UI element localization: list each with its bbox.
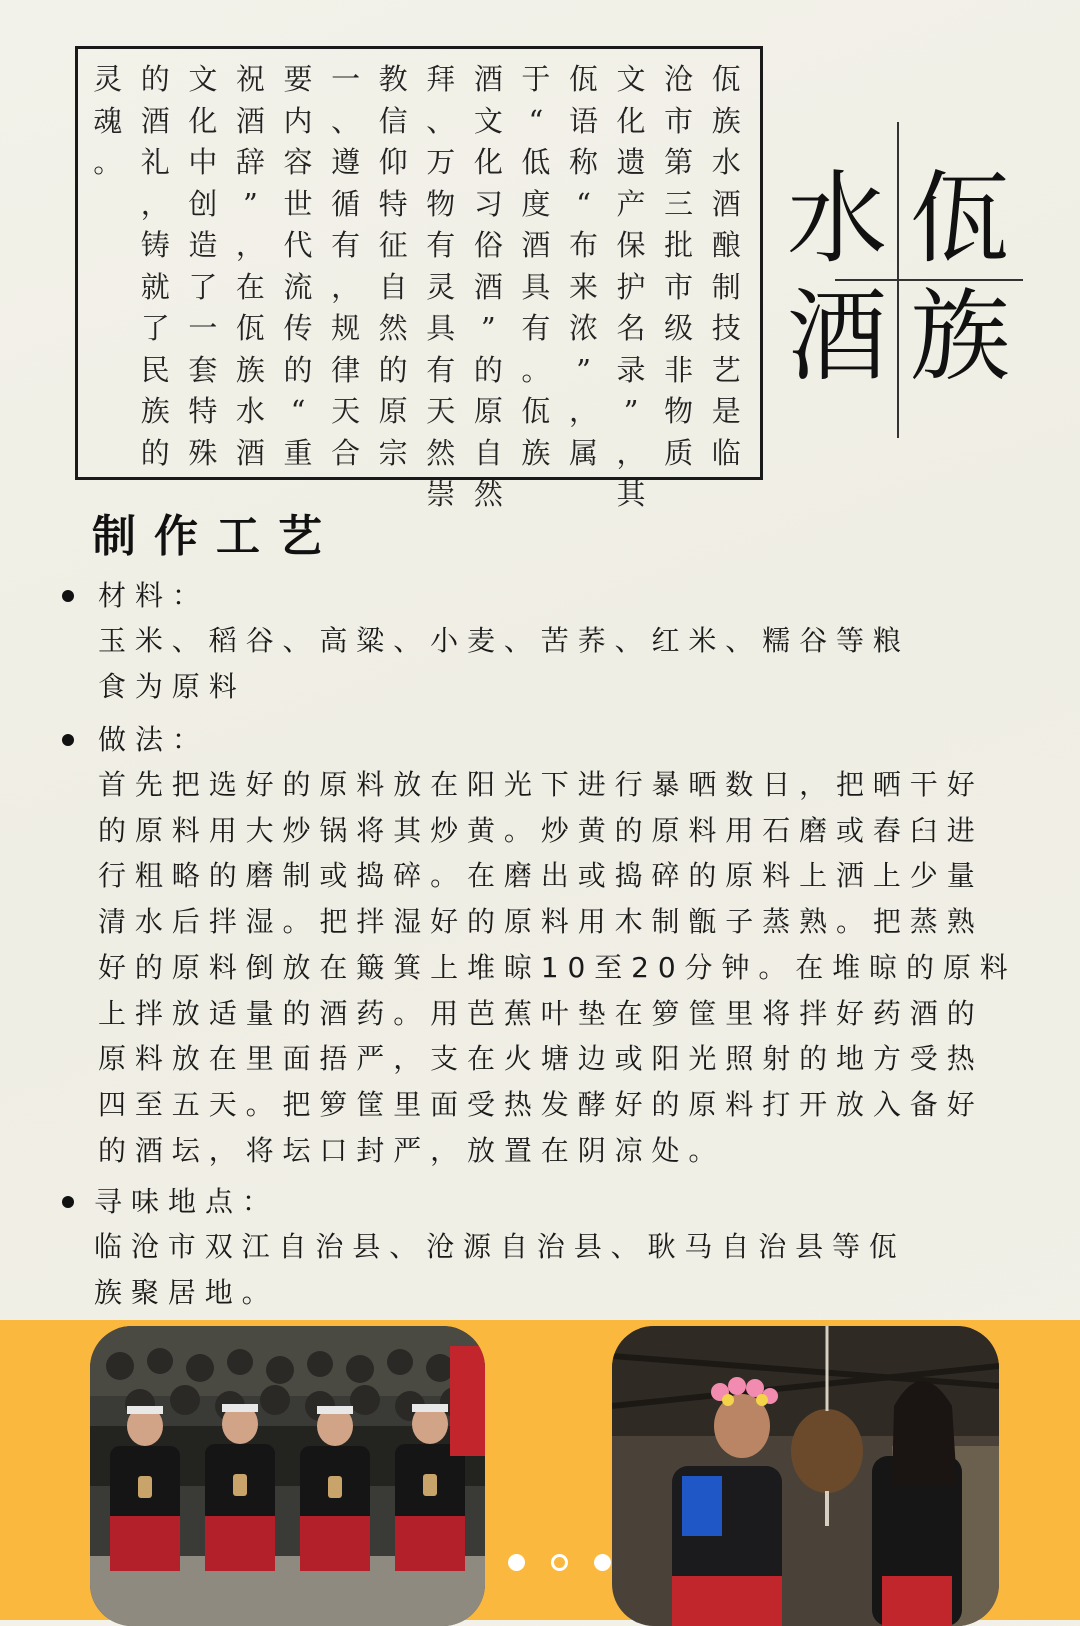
body-line: 四至五天。把箩筐里面受热发酵好的原料打开放入备好 — [98, 1087, 984, 1121]
body-line: 上拌放适量的酒药。用芭蕉叶垫在箩筐里将拌好药酒的 — [98, 996, 984, 1030]
carousel-dot[interactable] — [551, 1554, 568, 1571]
body-line: 临沧市双江自治县、沧源自治县、耿马自治县等佤 — [94, 1230, 906, 1263]
bullet-icon — [62, 1196, 74, 1208]
intro-vertical-text — [84, 59, 750, 511]
method-body — [98, 762, 1017, 1173]
materials-label: 材料： — [98, 579, 210, 612]
body-line: 的酒坛，将坛口封严，放置在阴凉处。 — [98, 1133, 726, 1167]
intro-column: 沧 市 第 三 批 市 级 非 物 质 — [664, 62, 694, 470]
title-column-left — [782, 160, 892, 396]
materials-item — [62, 576, 1042, 706]
intro-column: 文 化 中 创 造 了 一 套 特 殊 — [188, 62, 218, 470]
location-item — [62, 1182, 1042, 1312]
intro-column: 于 “ 低 度 酒 具 有 。 佤 族 — [521, 62, 551, 470]
intro-column: 酒 文 化 习 俗 酒 ” 的 原 自 然 — [473, 62, 503, 511]
title-char: 水 — [787, 160, 887, 277]
body-line: 原料放在里面捂严，支在火塘边或阳光照射的地方受热 — [98, 1042, 984, 1076]
section-heading: 制作工艺 — [92, 511, 340, 562]
body-line: 族聚居地。 — [94, 1275, 279, 1309]
intro-column: 文 化 遗 产 保 护 名 录 ” ， 其 — [616, 62, 646, 511]
location-body — [94, 1224, 906, 1315]
body-line: 行粗略的磨制或捣碎。在磨出或捣碎的原料上洒上少量 — [98, 859, 984, 893]
body-line: 首先把选好的原料放在阳光下进行暴晒数日，把晒干好 — [98, 768, 984, 801]
materials-body — [98, 618, 910, 709]
method-label: 做法： — [98, 723, 210, 756]
title-char: 族 — [910, 278, 1010, 395]
title-column-right — [905, 160, 1015, 396]
photo-wine-pouring — [612, 1326, 999, 1626]
body-line: 玉米、稻谷、高粱、小麦、苦荞、红米、糯谷等粮 — [98, 624, 910, 657]
intro-column: 灵 魂 。 — [93, 62, 123, 179]
carousel-dot[interactable] — [594, 1554, 611, 1571]
body-line: 的原料用大炒锅将其炒黄。炒黄的原料用石磨或舂臼进 — [98, 813, 984, 847]
intro-column: 一 、 遵 循 有 ， 规 律 天 合 — [331, 62, 361, 470]
location-label: 寻味地点： — [94, 1185, 280, 1218]
intro-column: 要 内 容 世 代 流 传 的 “ 重 — [283, 62, 313, 470]
title-char: 佤 — [910, 160, 1010, 277]
intro-text-box — [75, 46, 763, 511]
bullet-icon — [62, 590, 74, 602]
photo-kneeling-dancers — [90, 1326, 485, 1626]
intro-column: 拜 、 万 物 有 灵 具 有 天 然 崇 — [426, 62, 456, 511]
intro-column: 祝 酒 辞 ” ， 在 佤 族 水 酒 — [235, 62, 265, 470]
carousel-dot-active[interactable] — [508, 1554, 525, 1571]
intro-column: 佤 族 水 酒 酿 制 技 艺 是 临 — [711, 62, 741, 470]
page-title — [780, 120, 1030, 440]
body-line: 食为原料 — [98, 669, 246, 703]
intro-column: 教 信 仰 特 征 自 然 的 原 宗 — [378, 62, 408, 470]
carousel-indicator — [508, 1554, 611, 1571]
bullet-icon — [62, 734, 74, 746]
body-line: 清水后拌湿。把拌湿好的原料用木制甑子蒸熟。把蒸熟 — [98, 905, 984, 939]
body-line: 好的原料倒放在簸箕上堆晾10至20分钟。在堆晾的原料 — [98, 950, 1017, 984]
intro-column: 的 酒 礼 ， 铸 就 了 民 族 的 — [140, 62, 170, 470]
title-char: 酒 — [787, 278, 887, 395]
intro-column: 佤 语 称 “ 布 来 浓 ” ， 属 — [568, 62, 598, 470]
method-item — [62, 720, 1042, 1180]
